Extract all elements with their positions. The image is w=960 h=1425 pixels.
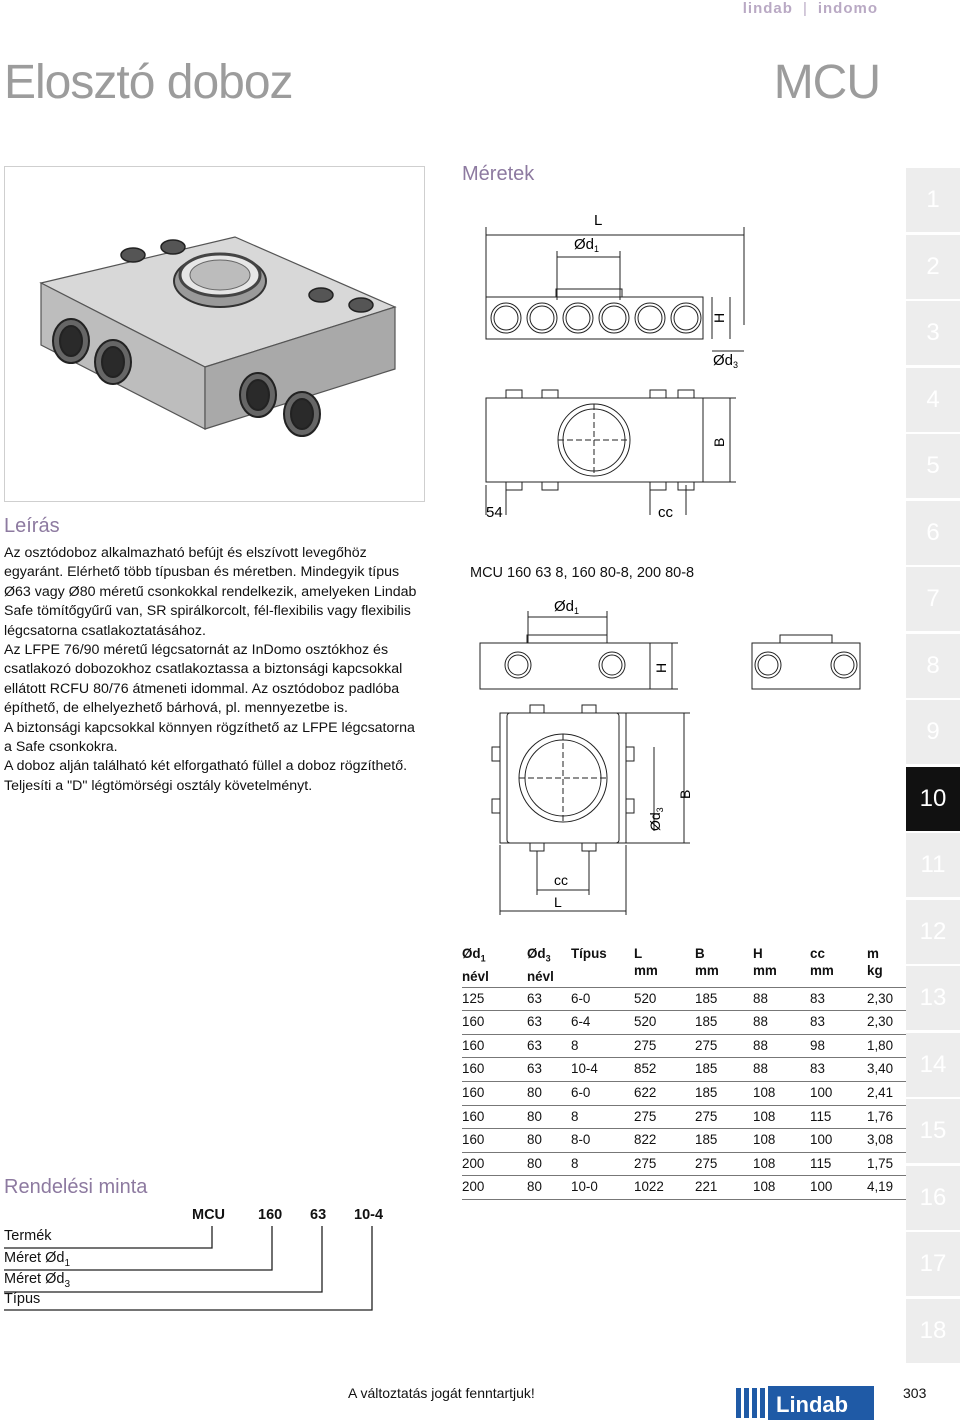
chapter-tab-10[interactable]: 10 [906,767,960,831]
description-paragraph: A doboz alján található két elforgatható füllel a doboz rögzíthető. [4,758,408,775]
table-cell: 63 [527,1058,571,1082]
label-d3: $Ød_3$ [713,352,739,370]
order-heading: Rendelési minta [4,1176,148,1198]
description-paragraph: Teljesíti a "D" légtömörségi osztály követelményt. [4,777,313,794]
chapter-tab-14[interactable]: 14 [906,1033,960,1097]
col-header: m kg [867,946,883,978]
table-cell: 185 [695,1011,753,1035]
table-cell: 1,80 [867,1034,907,1058]
distribution-box-illustration [5,167,424,501]
table-cell: 10-0 [571,1176,634,1200]
dimension-drawing-1 [462,205,762,525]
table-cell: 6-4 [571,1011,634,1035]
table-row [462,1129,907,1153]
description-heading: Leírás [4,515,60,537]
chapter-tab-17[interactable]: 17 [906,1232,960,1296]
table-cell: 1,76 [867,1105,907,1129]
table-cell: 275 [634,1034,695,1058]
chapter-tab-13[interactable]: 13 [906,966,960,1030]
table-header-row [462,945,907,987]
table-cell: 108 [753,1105,810,1129]
table-cell: 88 [753,1058,810,1082]
label-d1: $Ød_1$ [574,236,600,254]
footer-note: A változtatás jogát fenntartjuk! [348,1385,535,1401]
order-label-d1: Méret $Ød_1$ [4,1250,70,1269]
table-cell: 275 [695,1034,753,1058]
chapter-tab-1[interactable]: 1 [906,168,960,232]
table-cell: 275 [634,1105,695,1129]
description-paragraph: Az LFPE 76/90 méretű légcsatornát az InDomo osztókhoz és csatlakozó dobozokhoz csatlakoztassa a biztonsági kapcsokkal ellátott RCFU 80/76 átmeneti idommal. Az osztódoboz padlóba építhető, de elhelyezhető bárhová, pl. mennyezetbe is. [4,642,403,717]
label-H: H [711,312,727,323]
table-cell: 221 [695,1176,753,1200]
chapter-tab-7[interactable]: 7 [906,567,960,631]
table-cell: 520 [634,987,695,1011]
table-cell: 100 [810,1082,867,1106]
lindab-logo-icon [736,1386,876,1420]
order-label-type: Típus [4,1291,41,1307]
label-H-2: H [653,662,669,673]
table-cell: 275 [634,1152,695,1176]
label-54: 54 [486,504,503,521]
label-L: L [594,212,603,229]
table-cell: 8-0 [571,1129,634,1153]
table-cell: 108 [753,1129,810,1153]
col-header: B mm [695,946,719,978]
order-label-d3: Méret $Ød_3$ [4,1271,70,1290]
table-cell: 10-4 [571,1058,634,1082]
table-cell: 80 [527,1105,571,1129]
dimension-drawing-2 [462,585,892,920]
table-row [462,1011,907,1035]
table-cell: 185 [695,1129,753,1153]
product-photo [4,166,425,502]
table-cell: 822 [634,1129,695,1153]
col-header: H mm [753,946,777,978]
table-cell: 520 [634,1011,695,1035]
description-text [4,544,424,796]
table-cell: 98 [810,1034,867,1058]
table-cell: 63 [527,987,571,1011]
table-cell: 108 [753,1176,810,1200]
table-cell: 200 [462,1176,527,1200]
chapter-tab-8[interactable]: 8 [906,634,960,698]
page-title: Elosztó doboz [4,56,293,109]
table-cell: 115 [810,1152,867,1176]
label-B-2: B [677,789,693,799]
table-cell: 275 [695,1152,753,1176]
chapter-tab-11[interactable]: 11 [906,833,960,897]
label-d1-2: $Ød_1$ [554,598,580,616]
table-cell: 63 [527,1034,571,1058]
table-cell: 88 [753,1011,810,1035]
table-cell: 80 [527,1129,571,1153]
chapter-tab-12[interactable]: 12 [906,900,960,964]
table-cell: 160 [462,1129,527,1153]
dimensions-table [462,945,907,1200]
table-cell: 108 [753,1082,810,1106]
table-cell: 185 [695,1082,753,1106]
table-row [462,987,907,1011]
table-cell: 160 [462,1105,527,1129]
chapter-tab-4[interactable]: 4 [906,368,960,432]
table-cell: 125 [462,987,527,1011]
table-cell: 80 [527,1176,571,1200]
table-cell: 83 [810,1058,867,1082]
dimensions-heading: Méretek [462,163,535,185]
table-cell: 2,30 [867,1011,907,1035]
order-code-product: MCU [192,1207,226,1223]
table-cell: 852 [634,1058,695,1082]
table-cell: 88 [753,1034,810,1058]
brand-indomo: indomo [817,0,878,17]
chapter-tab-2[interactable]: 2 [906,235,960,299]
table-cell: 8 [571,1034,634,1058]
col-header: L mm [634,946,658,978]
table-cell: 88 [753,987,810,1011]
chapter-tab-15[interactable]: 15 [906,1099,960,1163]
table-cell: 275 [695,1105,753,1129]
label-d3-2: $Ød_3$ [647,807,665,831]
order-code-d1: 160 [258,1207,283,1223]
lindab-logo [736,1386,876,1420]
brand-separator: | [802,0,808,17]
order-code-type: 10-4 [354,1207,384,1223]
description-paragraph: Az osztódoboz alkalmazható befújt és elszívott levegőhöz egyaránt. Elérhető több típusban és méretben. Mindegyik típus Ø63 vagy Ø80 méretű csonkokkal rendelkezik, amelyeken Lindab Safe tömítőgyűrű van, SR spirálkorcolt, fél-flexibilis vagy flexibilis légcsatorna csatlakoztatásához. [4,545,417,639]
table-cell: 83 [810,1011,867,1035]
table-cell: 8 [571,1105,634,1129]
table-row [462,1058,907,1082]
logo-text: Lindab [776,1392,849,1417]
table-cell: 185 [695,1058,753,1082]
drawing-2-caption: MCU 160 63 8, 160 80-8, 200 80-8 [470,565,695,581]
table-cell: 80 [527,1152,571,1176]
label-cc: cc [658,504,673,521]
label-B: B [711,437,727,447]
page-number: 303 [903,1385,927,1401]
chapter-tab-9[interactable]: 9 [906,700,960,764]
table-row [462,1034,907,1058]
table-row [462,1082,907,1106]
table-cell: 100 [810,1176,867,1200]
table-cell: 1022 [634,1176,695,1200]
brand-lindab: lindab [742,0,793,17]
table-cell: 3,08 [867,1129,907,1153]
col-header: cc mm [810,946,834,978]
table-cell: 6-0 [571,1082,634,1106]
table-cell: 115 [810,1105,867,1129]
table-row [462,1105,907,1129]
table-cell: 108 [753,1152,810,1176]
table-cell: 63 [527,1011,571,1035]
chapter-tab-5[interactable]: 5 [906,434,960,498]
table-cell: 160 [462,1011,527,1035]
brand-header [743,0,878,17]
table-cell: 200 [462,1152,527,1176]
chapter-tab-3[interactable]: 3 [906,301,960,365]
table-cell: 185 [695,987,753,1011]
table-cell: 83 [810,987,867,1011]
col-header: $Ød_3$ névl [527,946,554,984]
description-paragraph: A biztonsági kapcsokkal könnyen rögzíthető az LFPE légcsatorna a Safe csonkokra. [4,719,415,756]
col-header: Típus [571,946,607,961]
chapter-tab-6[interactable]: 6 [906,501,960,565]
order-label-product: Termék [4,1228,52,1244]
table-cell: 1,75 [867,1152,907,1176]
col-header: $Ød_1$ névl [462,946,489,984]
chapter-tab-16[interactable]: 16 [906,1166,960,1230]
table-cell: 80 [527,1082,571,1106]
product-code: MCU [773,56,880,109]
table-cell: 6-0 [571,987,634,1011]
chapter-tab-18[interactable]: 18 [906,1299,960,1363]
table-cell: 4,19 [867,1176,907,1200]
table-cell: 160 [462,1082,527,1106]
table-cell: 2,30 [867,987,907,1011]
table-cell: 100 [810,1129,867,1153]
table-row [462,1176,907,1200]
table-cell: 160 [462,1034,527,1058]
table-cell: 622 [634,1082,695,1106]
table-cell: 2,41 [867,1082,907,1106]
label-cc-2: cc [554,872,568,888]
table-cell: 8 [571,1152,634,1176]
table-cell: 3,40 [867,1058,907,1082]
table-row [462,1152,907,1176]
order-code-d3: 63 [310,1207,327,1223]
label-L-2: L [554,894,562,910]
table-cell: 160 [462,1058,527,1082]
